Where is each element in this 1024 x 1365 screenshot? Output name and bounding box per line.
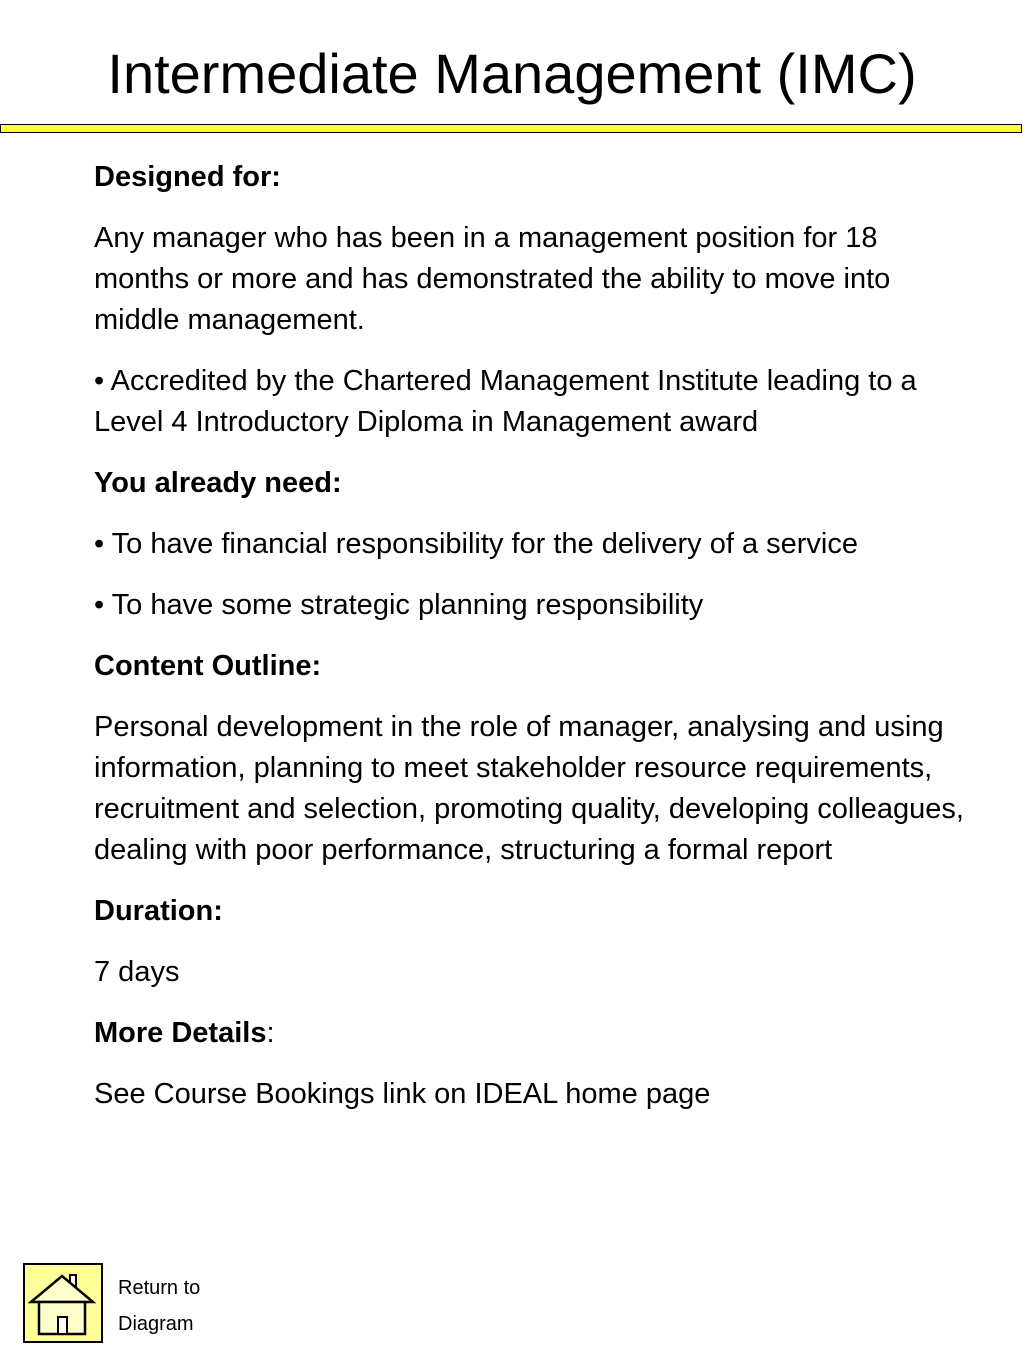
return-label-line1: Return to bbox=[118, 1277, 201, 1299]
title-divider-bar bbox=[0, 124, 1022, 133]
return-label-line2: Diagram bbox=[118, 1313, 194, 1335]
already-need-heading: You already need: bbox=[94, 467, 342, 499]
more-details-body: See Course Bookings link on IDEAL home page bbox=[94, 1078, 711, 1110]
duration-heading: Duration: bbox=[94, 895, 223, 927]
content-outline-heading: Content Outline: bbox=[94, 650, 322, 682]
accreditation-bullet: • Accredited by the Chartered Management Institute leading to a Level 4 Introductory Diploma in Management award bbox=[94, 365, 917, 438]
more-details-colon: : bbox=[266, 1017, 275, 1049]
designed-for-heading: Designed for: bbox=[94, 161, 281, 193]
more-details-heading: More Details bbox=[94, 1017, 267, 1049]
requirement-bullet-financial: • To have financial responsibility for the delivery of a service bbox=[94, 528, 858, 560]
more-details-heading-line bbox=[94, 1013, 964, 1054]
requirement-bullet-planning: • To have some strategic planning responsibility bbox=[94, 589, 704, 621]
return-to-diagram-link[interactable] bbox=[118, 1270, 200, 1342]
course-content bbox=[94, 157, 964, 1135]
content-outline-body: Personal development in the role of manager, analysing and using information, planning to meet stakeholder resource requirements, recruitment and selection, promoting quality, developing colleagues, dealing with poor performance, structuring a formal report bbox=[94, 711, 964, 866]
duration-body: 7 days bbox=[94, 956, 180, 988]
page-title: Intermediate Management (IMC) bbox=[107, 42, 917, 105]
house-icon bbox=[25, 1265, 101, 1341]
designed-for-body: Any manager who has been in a management position for 18 months or more and has demonstrated the ability to move into middle management. bbox=[94, 222, 891, 336]
return-home-button[interactable] bbox=[23, 1263, 103, 1343]
